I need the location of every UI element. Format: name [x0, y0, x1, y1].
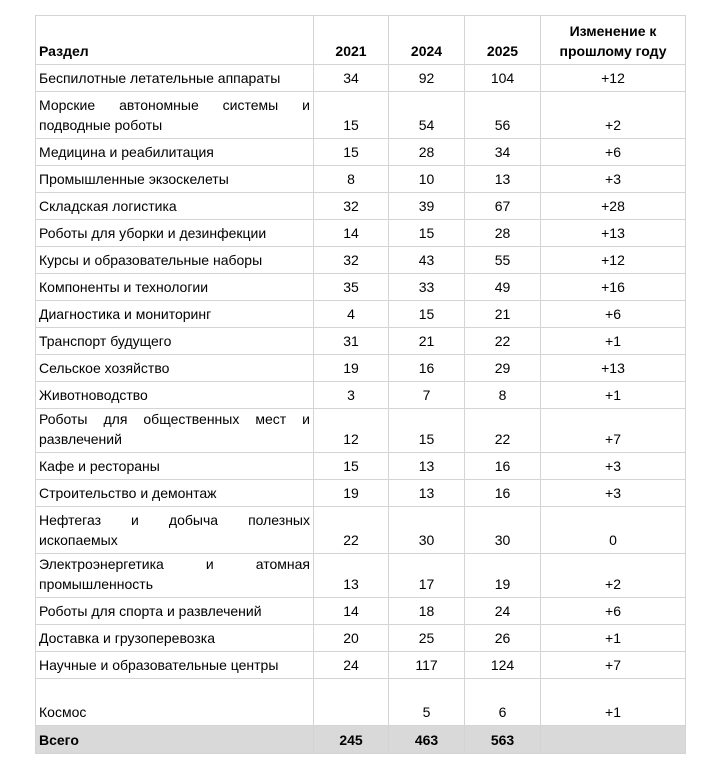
table-row	[36, 554, 686, 598]
row-change: +6	[541, 139, 686, 166]
row-section-name: Складская логистика	[36, 193, 314, 220]
row-2025: 16	[465, 453, 541, 480]
header-2025: 2025	[465, 16, 541, 65]
row-section-name: Роботы для уборки и дезинфекции	[36, 220, 314, 247]
row-2021: 19	[314, 480, 389, 507]
total-label: Всего	[36, 726, 314, 754]
row-section-name: Компоненты и технологии	[36, 274, 314, 301]
row-change: +13	[541, 220, 686, 247]
row-2024: 21	[389, 328, 465, 355]
row-2021: 35	[314, 274, 389, 301]
row-change: +1	[541, 679, 686, 726]
row-section-name: Медицина и реабилитация	[36, 139, 314, 166]
row-change: +2	[541, 92, 686, 139]
row-2021: 32	[314, 193, 389, 220]
row-2025: 24	[465, 598, 541, 625]
row-section-name: Электроэнергетика и атомная промышленность	[36, 554, 314, 598]
row-section-name: Научные и образовательные центры	[36, 652, 314, 679]
row-change: +13	[541, 355, 686, 382]
row-2021: 15	[314, 139, 389, 166]
row-2024: 54	[389, 92, 465, 139]
row-2021: 15	[314, 92, 389, 139]
table-row	[36, 65, 686, 92]
row-section-name: Диагностика и мониторинг	[36, 301, 314, 328]
row-2025: 49	[465, 274, 541, 301]
row-2024: 92	[389, 65, 465, 92]
table-row	[36, 453, 686, 480]
row-section-name: Нефтегаз и добыча полезных ископаемых	[36, 507, 314, 554]
row-2024: 15	[389, 220, 465, 247]
row-change: +28	[541, 193, 686, 220]
header-change: Изменение к прошлому году	[541, 16, 686, 65]
row-2025: 22	[465, 328, 541, 355]
table-row	[36, 220, 686, 247]
row-2024: 7	[389, 382, 465, 409]
row-2024: 25	[389, 625, 465, 652]
row-2024: 30	[389, 507, 465, 554]
row-section-name: Кафе и рестораны	[36, 453, 314, 480]
table-row	[36, 382, 686, 409]
row-2025: 30	[465, 507, 541, 554]
row-change: +3	[541, 480, 686, 507]
row-section-name: Морские автономные системы и подводные роботы	[36, 92, 314, 139]
total-2024: 463	[389, 726, 465, 754]
row-2024: 39	[389, 193, 465, 220]
row-change: 0	[541, 507, 686, 554]
row-2024: 15	[389, 301, 465, 328]
table-row	[36, 274, 686, 301]
row-2024: 15	[389, 409, 465, 453]
table-row	[36, 652, 686, 679]
row-2025: 26	[465, 625, 541, 652]
table-row	[36, 480, 686, 507]
row-section-name: Доставка и грузоперевозка	[36, 625, 314, 652]
row-2021: 8	[314, 166, 389, 193]
row-2021: 13	[314, 554, 389, 598]
row-change: +1	[541, 625, 686, 652]
row-change: +2	[541, 554, 686, 598]
row-2021: 3	[314, 382, 389, 409]
row-2025: 6	[465, 679, 541, 726]
total-change	[541, 726, 686, 754]
row-change: +1	[541, 382, 686, 409]
row-2025: 13	[465, 166, 541, 193]
row-2024: 43	[389, 247, 465, 274]
total-2021: 245	[314, 726, 389, 754]
row-2021: 14	[314, 220, 389, 247]
row-change: +6	[541, 301, 686, 328]
row-2021: 34	[314, 65, 389, 92]
table-row	[36, 92, 686, 139]
row-change: +1	[541, 328, 686, 355]
row-section-name: Курсы и образовательные наборы	[36, 247, 314, 274]
row-2021: 20	[314, 625, 389, 652]
table-row	[36, 328, 686, 355]
header-2021: 2021	[314, 16, 389, 65]
row-2024: 16	[389, 355, 465, 382]
row-section-name: Животноводство	[36, 382, 314, 409]
row-2025: 55	[465, 247, 541, 274]
row-2021: 14	[314, 598, 389, 625]
header-section: Раздел	[36, 16, 314, 65]
row-2021: 22	[314, 507, 389, 554]
row-2025: 104	[465, 65, 541, 92]
row-2024: 17	[389, 554, 465, 598]
row-2021: 19	[314, 355, 389, 382]
row-2025: 28	[465, 220, 541, 247]
row-section-name: Сельское хозяйство	[36, 355, 314, 382]
row-2024: 13	[389, 453, 465, 480]
row-2021: 4	[314, 301, 389, 328]
row-2025: 22	[465, 409, 541, 453]
row-section-name: Роботы для спорта и развлечений	[36, 598, 314, 625]
row-2021: 24	[314, 652, 389, 679]
row-change: +7	[541, 409, 686, 453]
row-section-name: Промышленные экзоскелеты	[36, 166, 314, 193]
row-2021: 32	[314, 247, 389, 274]
row-2024: 5	[389, 679, 465, 726]
row-section-name: Космос	[36, 679, 314, 726]
row-change: +16	[541, 274, 686, 301]
row-2025: 19	[465, 554, 541, 598]
row-2024: 10	[389, 166, 465, 193]
row-change: +6	[541, 598, 686, 625]
row-change: +3	[541, 166, 686, 193]
row-change: +7	[541, 652, 686, 679]
row-section-name: Строительство и демонтаж	[36, 480, 314, 507]
row-2024: 28	[389, 139, 465, 166]
table-row	[36, 301, 686, 328]
table-row	[36, 193, 686, 220]
row-section-name: Беспилотные летательные аппараты	[36, 65, 314, 92]
row-2024: 13	[389, 480, 465, 507]
row-2021: 15	[314, 453, 389, 480]
table-row	[36, 598, 686, 625]
row-section-name: Транспорт будущего	[36, 328, 314, 355]
row-2025: 29	[465, 355, 541, 382]
row-2025: 34	[465, 139, 541, 166]
row-2024: 18	[389, 598, 465, 625]
row-change: +3	[541, 453, 686, 480]
data-table	[35, 15, 686, 754]
table-row	[36, 625, 686, 652]
row-2021	[314, 679, 389, 726]
table-header-row	[36, 16, 686, 65]
row-2025: 124	[465, 652, 541, 679]
table-row	[36, 409, 686, 453]
row-2021: 12	[314, 409, 389, 453]
header-2024: 2024	[389, 16, 465, 65]
table-row	[36, 139, 686, 166]
row-2024: 33	[389, 274, 465, 301]
table-row	[36, 355, 686, 382]
row-2025: 67	[465, 193, 541, 220]
table-row	[36, 679, 686, 726]
row-section-name: Роботы для общественных мест и развлечений	[36, 409, 314, 453]
row-2021: 31	[314, 328, 389, 355]
row-2025: 21	[465, 301, 541, 328]
row-2025: 16	[465, 480, 541, 507]
total-2025: 563	[465, 726, 541, 754]
row-change: +12	[541, 65, 686, 92]
total-row	[36, 726, 686, 754]
row-change: +12	[541, 247, 686, 274]
table-row	[36, 507, 686, 554]
table-row	[36, 247, 686, 274]
row-2025: 56	[465, 92, 541, 139]
row-2024: 117	[389, 652, 465, 679]
table-row	[36, 166, 686, 193]
row-2025: 8	[465, 382, 541, 409]
